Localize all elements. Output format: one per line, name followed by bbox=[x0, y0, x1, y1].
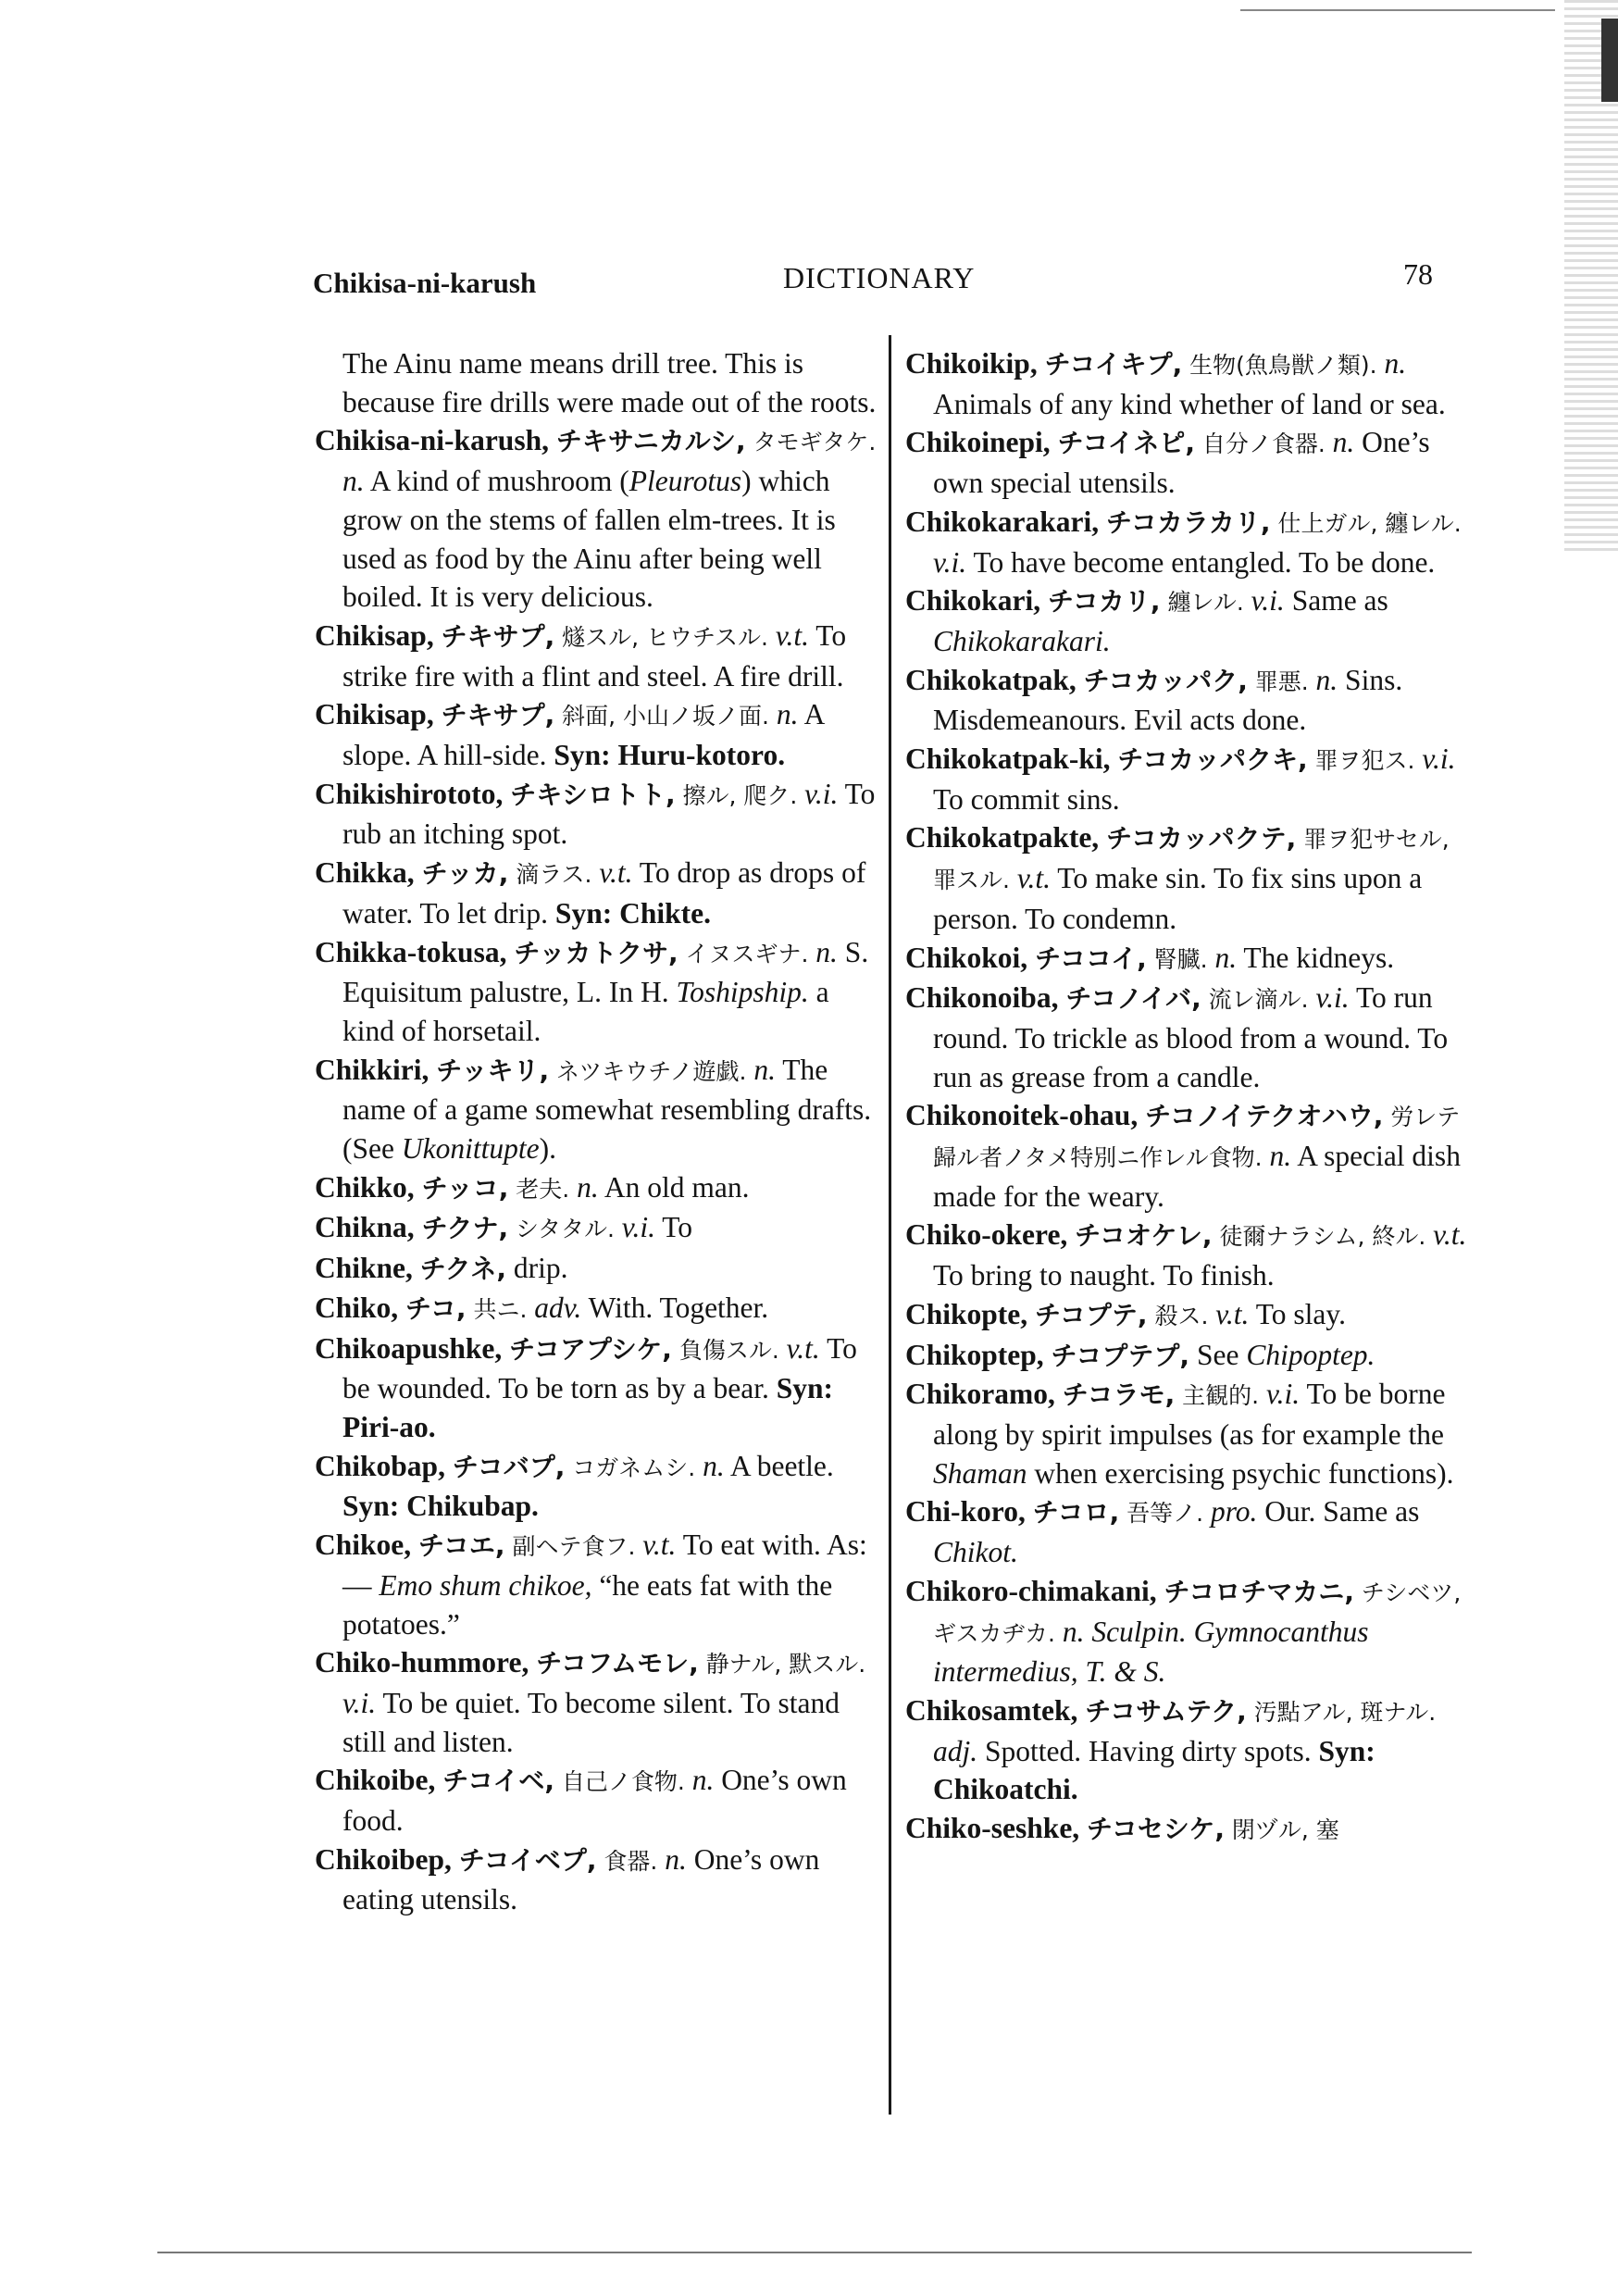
entry-japanese-gloss: 擦ル, 爬ク. bbox=[682, 781, 798, 809]
entry-katakana: チキサプ, bbox=[441, 700, 555, 731]
entry-headword: Chikne, bbox=[315, 1252, 413, 1285]
dictionary-entry bbox=[905, 1295, 1475, 1336]
entry-katakana: チコバプ, bbox=[452, 1451, 566, 1482]
entry-headword: Chikoibep, bbox=[315, 1842, 452, 1876]
dictionary-entry bbox=[905, 503, 1475, 581]
entry-definition: To have become entangled. To be done. bbox=[973, 545, 1436, 579]
entry-katakana: チコイベ, bbox=[442, 1766, 554, 1797]
dictionary-entry bbox=[315, 1289, 884, 1329]
entry-italic-reference: Shaman bbox=[933, 1456, 1027, 1490]
entry-japanese-gloss: タモギタケ. bbox=[753, 429, 877, 456]
entry-katakana: チッカトクサ, bbox=[514, 937, 678, 968]
entry-definition: “he eats fat with the potatoes.” bbox=[342, 1568, 833, 1641]
entry-definition: Spotted. Having dirty spots. bbox=[985, 1734, 1312, 1767]
entry-part-of-speech: v.t. bbox=[775, 618, 809, 652]
entry-part-of-speech: n. bbox=[1315, 663, 1338, 696]
entry-katakana: チコイキプ, bbox=[1044, 349, 1183, 380]
entry-definition: The name of a game somewhat resembling drafts. (See bbox=[342, 1053, 872, 1166]
entry-katakana: チコカリ, bbox=[1048, 586, 1161, 618]
entry-japanese-gloss: イヌスギナ. bbox=[685, 940, 809, 967]
entry-headword: Chiko-seshke, bbox=[905, 1812, 1080, 1845]
entry-katakana: チクネ, bbox=[419, 1254, 507, 1285]
entry-headword: Chikoapushke, bbox=[315, 1331, 503, 1365]
dictionary-entry bbox=[905, 1375, 1475, 1492]
dictionary-entry bbox=[315, 1249, 884, 1289]
entry-katakana: チッキリ, bbox=[436, 1054, 550, 1086]
dictionary-entry bbox=[905, 661, 1475, 740]
entry-headword: Chikopte, bbox=[905, 1297, 1028, 1330]
entry-japanese-gloss: 燧スル, ヒウチスル. bbox=[562, 623, 768, 651]
entry-katakana: チコロ, bbox=[1032, 1497, 1120, 1529]
entry-definition: Animals of any kind whether of land or sea. bbox=[933, 387, 1446, 420]
entry-definition: Our. Same as bbox=[1264, 1495, 1420, 1529]
entry-definition: One’s own food. bbox=[342, 1764, 847, 1838]
entry-japanese-gloss: 生物(魚鳥獣ノ類). bbox=[1189, 352, 1377, 379]
entry-headword: Chikkiri, bbox=[315, 1053, 429, 1086]
entry-synonym-label: Syn: bbox=[342, 1490, 400, 1523]
entry-synonym: Huru-kotoro. bbox=[617, 739, 786, 772]
entry-part-of-speech: v.t. bbox=[1215, 1297, 1250, 1330]
entry-katakana: チコセシケ, bbox=[1087, 1814, 1226, 1845]
entry-definition: To be borne along by spirit impulses (as for example the bbox=[933, 1378, 1446, 1451]
entry-katakana: チコノイテクオハウ, bbox=[1145, 1101, 1384, 1132]
entry-japanese-gloss: 主観的. bbox=[1182, 1382, 1260, 1410]
entry-katakana: チココイ, bbox=[1035, 942, 1147, 974]
entry-part-of-speech: n. bbox=[1269, 1140, 1292, 1173]
entry-katakana: チコエ, bbox=[418, 1530, 505, 1562]
entry-definition: drip. bbox=[513, 1252, 568, 1285]
continuation-text: The Ainu name means drill tree. This is because fire drills were made out of the roots. bbox=[342, 347, 877, 418]
entry-japanese-gloss: シタタル. bbox=[515, 1216, 615, 1243]
entry-japanese-gloss: 徒爾ナラシム, 終ル. bbox=[1219, 1223, 1426, 1251]
entry-headword: Chiko, bbox=[315, 1291, 399, 1324]
entry-headword: Chikoramo, bbox=[905, 1378, 1055, 1411]
entry-part-of-speech: v.i. bbox=[933, 545, 967, 579]
entry-headword: Chikokari, bbox=[905, 584, 1041, 618]
entry-part-of-speech: v.i. bbox=[342, 1686, 377, 1719]
entry-part-of-speech: adj. bbox=[933, 1734, 978, 1767]
entry-headword: Chikokatpakte, bbox=[905, 821, 1100, 855]
entry-definition: One’s own special utensils. bbox=[933, 426, 1430, 500]
entry-katakana: チコラモ, bbox=[1062, 1379, 1176, 1411]
entry-katakana: チキサプ, bbox=[441, 620, 555, 652]
entry-katakana: チコカラカリ, bbox=[1106, 506, 1271, 538]
entry-synonym: Piri-ao. bbox=[342, 1410, 436, 1443]
entry-italic-reference: Ukonittupte bbox=[401, 1132, 540, 1166]
entry-japanese-gloss: 罪ヲ犯サセル, 罪スル. bbox=[933, 826, 1450, 894]
dictionary-entry bbox=[315, 854, 884, 932]
entry-katakana: チコプテ, bbox=[1035, 1299, 1148, 1330]
entry-definition: when exercising psychic functions). bbox=[1027, 1456, 1454, 1490]
entry-definition: With. Together. bbox=[588, 1291, 769, 1324]
entry-japanese-gloss: 罪ヲ犯ス. bbox=[1314, 747, 1415, 775]
entry-definition: To commit sins. bbox=[933, 782, 1120, 816]
entry-katakana: チコオケレ, bbox=[1075, 1220, 1213, 1252]
entry-katakana: チコサムテク, bbox=[1085, 1695, 1247, 1727]
dictionary-entry bbox=[315, 1761, 884, 1840]
entry-italic-reference: Chikot. bbox=[933, 1536, 1018, 1569]
dictionary-entry bbox=[905, 740, 1475, 818]
entry-headword: Chikobap, bbox=[315, 1449, 445, 1482]
dictionary-entry bbox=[905, 1216, 1475, 1294]
dictionary-entry bbox=[315, 1526, 884, 1643]
entry-part-of-speech: n. bbox=[577, 1170, 599, 1204]
entry-definition: A kind of mushroom ( bbox=[369, 465, 629, 498]
entry-katakana: チコカッパクテ, bbox=[1106, 823, 1297, 855]
entry-japanese-gloss: 静ナル, 默スル. bbox=[705, 1651, 866, 1678]
dictionary-entry bbox=[905, 423, 1475, 502]
dictionary-entry bbox=[315, 775, 884, 854]
entry-italic-reference: Emo shum chikoe, bbox=[379, 1568, 592, 1602]
entry-definition: Same as bbox=[1291, 584, 1388, 618]
entry-headword: Chikokatpak, bbox=[905, 663, 1077, 696]
entry-katakana: チコノイバ, bbox=[1065, 983, 1201, 1015]
scan-edge-dark-artifact bbox=[1601, 19, 1618, 102]
entry-headword: Chikna, bbox=[315, 1211, 415, 1244]
entry-part-of-speech: n. bbox=[1384, 347, 1407, 380]
entry-katakana: チコプテプ, bbox=[1051, 1340, 1190, 1371]
entry-part-of-speech: n. bbox=[815, 935, 838, 968]
entry-part-of-speech: n. bbox=[665, 1842, 687, 1876]
entry-headword: Chikosamtek, bbox=[905, 1693, 1078, 1727]
entry-definition: To bbox=[662, 1211, 693, 1244]
entry-definition: One’s own eating utensils. bbox=[342, 1842, 820, 1916]
dictionary-entry bbox=[315, 1447, 884, 1526]
entry-headword: Chikoro-chimakani, bbox=[905, 1574, 1157, 1607]
entry-headword: Chikoibe, bbox=[315, 1764, 436, 1797]
dictionary-entry bbox=[905, 1336, 1475, 1376]
entry-japanese-gloss: 流レ滴ル. bbox=[1208, 986, 1309, 1014]
running-head: Chikisa-ni-karush bbox=[313, 267, 537, 299]
entry-japanese-gloss: 殺ス. bbox=[1154, 1302, 1209, 1329]
entry-italic-reference: Sculpin. Gymnocanthus intermedius, T. & S. bbox=[933, 1615, 1369, 1689]
entry-japanese-gloss: 汚點アル, 斑ナル. bbox=[1253, 1698, 1437, 1726]
entry-synonym-label: Syn: bbox=[1318, 1734, 1375, 1767]
entry-part-of-speech: n. bbox=[342, 465, 365, 498]
entry-synonym: Chikubap. bbox=[406, 1490, 539, 1523]
entry-katakana: チコカッパクキ, bbox=[1117, 744, 1308, 776]
entry-japanese-gloss: 食器. bbox=[604, 1847, 658, 1875]
column-divider bbox=[889, 335, 891, 2115]
entry-japanese-gloss: 腎臓. bbox=[1153, 945, 1208, 973]
right-column bbox=[905, 344, 1475, 1850]
dictionary-entry bbox=[315, 1051, 884, 1168]
entry-part-of-speech: n. bbox=[776, 698, 799, 731]
entry-katakana: チコフムモレ, bbox=[536, 1648, 699, 1679]
entry-japanese-gloss: 滴ラス. bbox=[516, 861, 592, 889]
dictionary-entry bbox=[315, 617, 884, 695]
entry-italic-reference: Pleurotus bbox=[629, 465, 742, 498]
entry-japanese-gloss: 罪悪. bbox=[1254, 668, 1309, 695]
entry-japanese-gloss: チシベツ, ギスカヂカ. bbox=[933, 1578, 1462, 1647]
left-column bbox=[315, 344, 884, 1919]
entry-part-of-speech: v.t. bbox=[786, 1331, 820, 1365]
entry-part-of-speech: n. bbox=[703, 1449, 725, 1482]
entry-headword: Chikka, bbox=[315, 856, 415, 890]
entry-part-of-speech: v.t. bbox=[1433, 1218, 1467, 1252]
entry-italic-reference: Toshipship. bbox=[676, 976, 809, 1009]
entry-definition: To bring to naught. To finish. bbox=[933, 1259, 1275, 1292]
entry-katakana: チコ, bbox=[405, 1292, 467, 1324]
entry-part-of-speech: n. bbox=[1214, 941, 1238, 974]
page-number: 78 bbox=[1403, 257, 1433, 291]
header-title: DICTIONARY bbox=[783, 261, 976, 294]
dictionary-entry bbox=[905, 1492, 1475, 1571]
entry-definition: S. Equisitum palustre, L. In H. bbox=[342, 935, 869, 1009]
entry-synonym: Chikoatchi. bbox=[933, 1773, 1078, 1806]
entry-definition: To strike fire with a flint and steel. A fire drill. bbox=[342, 618, 847, 693]
dictionary-entry bbox=[905, 939, 1475, 980]
entry-italic-reference: Chipoptep. bbox=[1246, 1338, 1375, 1371]
entry-headword: Chikko, bbox=[315, 1170, 415, 1204]
entry-part-of-speech: pro. bbox=[1210, 1495, 1258, 1529]
entry-part-of-speech: n. bbox=[691, 1764, 715, 1797]
entry-definition: Sins. Misdemeanours. Evil acts done. bbox=[933, 663, 1403, 737]
entry-headword: Chikishirototo, bbox=[315, 777, 504, 810]
dictionary-entry bbox=[315, 1643, 884, 1761]
entry-headword: Chiko-okere, bbox=[905, 1218, 1068, 1252]
entry-headword: Chikka-tokusa, bbox=[315, 935, 507, 968]
dictionary-entry bbox=[905, 1809, 1475, 1850]
entry-part-of-speech: v.i. bbox=[621, 1211, 655, 1244]
entry-katakana: チコイネピ, bbox=[1057, 428, 1195, 459]
entry-headword: Chikoikip, bbox=[905, 347, 1038, 380]
dictionary-entry bbox=[905, 1691, 1475, 1809]
entry-synonym-label: Syn: bbox=[776, 1372, 833, 1405]
top-scan-rule bbox=[1240, 9, 1555, 11]
dictionary-entry bbox=[315, 421, 884, 617]
entry-japanese-gloss: 労レテ歸ル者ノタメ特別ニ作レル食物. bbox=[933, 1104, 1461, 1172]
entry-headword: Chi-koro, bbox=[905, 1495, 1026, 1529]
entry-definition: To be quiet. To become silent. To stand still and listen. bbox=[342, 1686, 840, 1758]
entry-japanese-gloss: 副ヘテ食フ. bbox=[512, 1533, 636, 1561]
entry-definition: A beetle. bbox=[729, 1449, 834, 1482]
entry-definition: To slay. bbox=[1255, 1297, 1346, 1330]
entry-part-of-speech: v.i. bbox=[1315, 981, 1350, 1015]
entry-synonym-label: Syn: bbox=[554, 739, 611, 772]
entry-part-of-speech: v.i. bbox=[804, 777, 839, 810]
entry-japanese-gloss: 自分ノ食器. bbox=[1201, 430, 1326, 458]
entry-japanese-gloss: 負傷スル. bbox=[678, 1336, 779, 1364]
entry-japanese-gloss: 纏レル. bbox=[1167, 589, 1244, 617]
entry-part-of-speech: adv. bbox=[534, 1291, 582, 1324]
entry-part-of-speech: v.t. bbox=[1016, 862, 1051, 895]
entry-definition: An old man. bbox=[604, 1170, 750, 1204]
entry-part-of-speech: v.i. bbox=[1251, 584, 1285, 618]
entry-headword: Chikisa-ni-karush, bbox=[315, 424, 549, 457]
entry-japanese-gloss: 吾等ノ. bbox=[1126, 1500, 1204, 1528]
entry-headword: Chikonoiba, bbox=[905, 981, 1059, 1015]
entry-headword: Chikisap, bbox=[315, 698, 434, 731]
entry-headword: Chikokoi, bbox=[905, 941, 1028, 974]
entry-japanese-gloss: 仕上ガル, 纏レル. bbox=[1277, 509, 1462, 537]
entry-italic-reference: Chikokarakari. bbox=[933, 624, 1111, 657]
entry-part-of-speech: n. bbox=[1332, 426, 1355, 459]
dictionary-entry bbox=[315, 1168, 884, 1209]
entry-definition: A slope. A hill-side. bbox=[342, 698, 824, 772]
entry-synonym-label: Syn: bbox=[554, 896, 613, 930]
entry-katakana: チコイベプ, bbox=[458, 1844, 597, 1876]
entry-definition: See bbox=[1196, 1338, 1247, 1371]
dictionary-entry bbox=[315, 1208, 884, 1249]
entry-part-of-speech: v.t. bbox=[599, 856, 633, 890]
entry-headword: Chikoptep, bbox=[905, 1338, 1044, 1371]
entry-headword: Chikonoitek-ohau, bbox=[905, 1099, 1139, 1132]
entry-definition: To run round. To trickle as blood from a wound. To run as grease from a candle. bbox=[933, 981, 1449, 1093]
entry-definition: To drop as drops of water. To let drip. bbox=[342, 856, 866, 930]
entry-definition: The kidneys. bbox=[1243, 941, 1395, 974]
entry-katakana: チクナ, bbox=[421, 1213, 509, 1244]
page-header bbox=[313, 256, 1461, 298]
bottom-scan-rule bbox=[157, 2252, 1472, 2253]
entry-definition: To eat with. As:— bbox=[342, 1529, 867, 1602]
entry-japanese-gloss: 共ニ. bbox=[473, 1295, 528, 1323]
entry-katakana: チッコ, bbox=[421, 1172, 509, 1204]
entry-japanese-gloss: 老夫. bbox=[516, 1175, 570, 1203]
entry-part-of-speech: v.i. bbox=[1266, 1378, 1301, 1411]
entry-japanese-gloss: 自己ノ食物. bbox=[561, 1768, 685, 1796]
dictionary-entry bbox=[905, 1096, 1475, 1216]
entry-synonym: Chikte. bbox=[619, 896, 711, 930]
entry-headword: Chikoe, bbox=[315, 1529, 412, 1562]
entry-headword: Chikisap, bbox=[315, 618, 434, 652]
entry-definition: a kind of horsetail. bbox=[342, 976, 829, 1047]
entry-headword: Chiko-hummore, bbox=[315, 1646, 529, 1679]
entry-definition: To be wounded. To be torn as by a bear. bbox=[342, 1331, 857, 1405]
entry-katakana: チキシロトト, bbox=[510, 779, 676, 810]
entry-katakana: チコロチマカニ, bbox=[1164, 1576, 1355, 1607]
dictionary-entry bbox=[315, 1841, 884, 1919]
dictionary-entry bbox=[315, 695, 884, 774]
dictionary-entry bbox=[905, 979, 1475, 1096]
entry-katakana: チッカ, bbox=[421, 858, 509, 890]
entry-part-of-speech: n. bbox=[1062, 1615, 1085, 1648]
dictionary-entry bbox=[905, 581, 1475, 660]
entry-headword: Chikoinepi, bbox=[905, 426, 1051, 459]
entry-japanese-gloss: 斜面, 小山ノ坂ノ面. bbox=[562, 703, 769, 730]
dictionary-entry bbox=[905, 344, 1475, 423]
entry-part-of-speech: v.t. bbox=[642, 1529, 677, 1562]
entry-japanese-gloss: 閉ヅル, 塞 bbox=[1231, 1816, 1339, 1844]
entry-part-of-speech: v.i. bbox=[1422, 742, 1456, 776]
entry-headword: Chikokarakari, bbox=[905, 505, 1100, 538]
entry-definition: ) which grow on the stems of fallen elm-trees. It is used as food by the Ainu after being well boiled. It is very delicious. bbox=[342, 465, 836, 614]
entry-definition: To rub an itching spot. bbox=[342, 777, 876, 851]
dictionary-entry bbox=[315, 1329, 884, 1447]
dictionary-entry bbox=[905, 818, 1475, 938]
entry-definition: A special dish made for the weary. bbox=[933, 1140, 1461, 1213]
entry-katakana: チキサニカルシ, bbox=[555, 426, 746, 457]
dictionary-entry bbox=[315, 933, 884, 1051]
entry-japanese-gloss: ネツキウチノ遊戯. bbox=[555, 1057, 747, 1085]
entry-headword: Chikokatpak-ki, bbox=[905, 742, 1111, 776]
entry-katakana: チコカッパク, bbox=[1083, 665, 1248, 696]
dictionary-entry bbox=[905, 1572, 1475, 1691]
entry-part-of-speech: n. bbox=[753, 1053, 776, 1086]
entry-definition: To make sin. To fix sins upon a person. To condemn. bbox=[933, 862, 1423, 935]
entry-katakana: チコアプシケ, bbox=[509, 1333, 672, 1365]
entry-japanese-gloss: コガネムシ. bbox=[572, 1454, 696, 1481]
entry-definition: ). bbox=[539, 1132, 556, 1166]
